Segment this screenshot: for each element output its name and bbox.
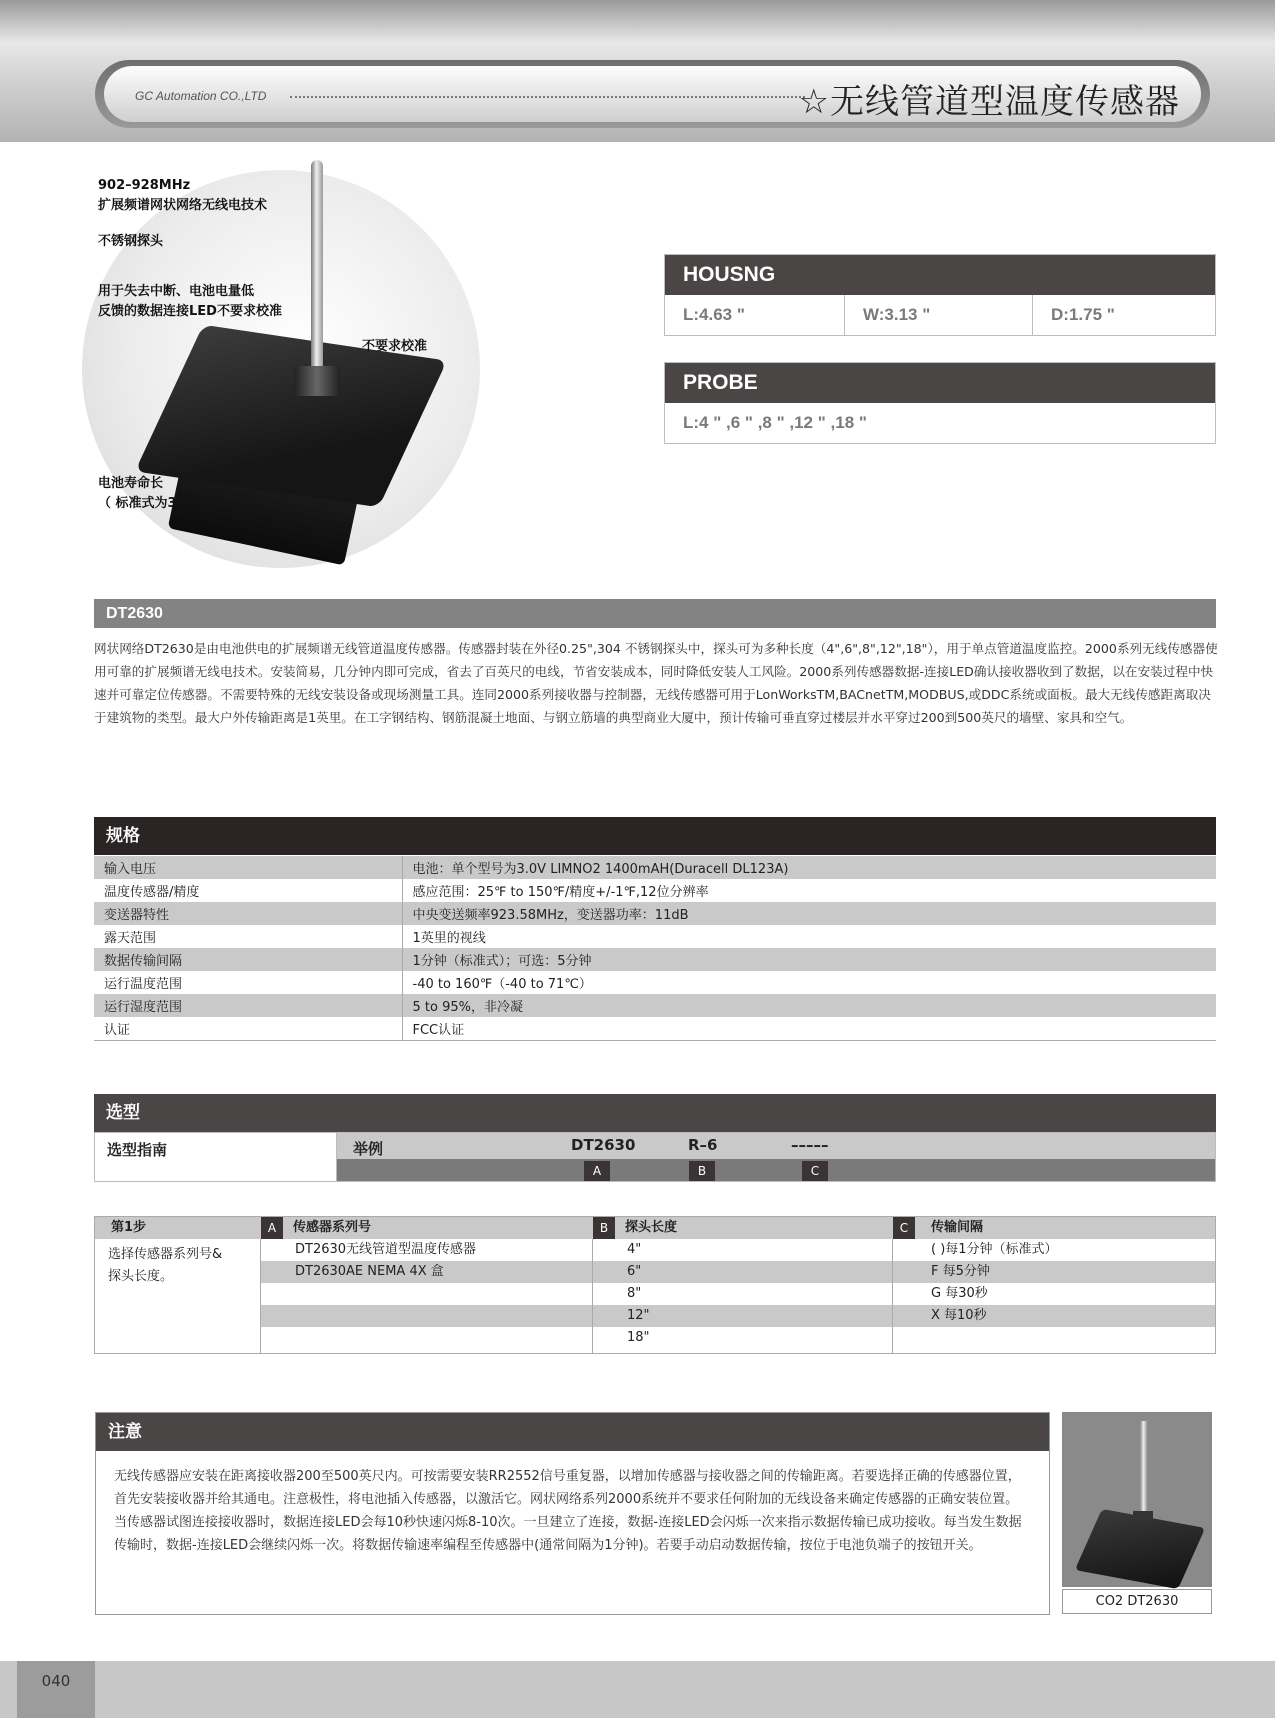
table-row [94,1017,1216,1040]
selection-tag-a: A [584,1161,610,1181]
list-item: 6" [627,1264,642,1279]
list-item: 4" [627,1242,642,1257]
probe-lengths: L:4 " ,6 " ,8 " ,12 " ,18 " [683,413,867,432]
table-row [94,879,1216,902]
table-row [94,948,1216,971]
note-paragraph-1: 无线传感器应安装在距离接收器200至500英尺内。可按需要安装RR2552信号重复器，以增加传感器与接收器之间的传输距离。若要选择正确的传感器位置，首先安装接收器并给其通电。注意极性，将电池插入传感器，以激活它。网状网络系列2000系统并不要求任何附加的无线设备来确定传感器的正确安装位置。 [114,1469,1021,1507]
spec-value: 1分钟（标准式）；可选：5分钟 [402,948,1216,971]
spec-key: 温度传感器/精度 [94,879,402,902]
company-name: GC Automation CO.,LTD [135,89,267,103]
step1-label: 第1步 [95,1217,261,1239]
col-b-tag: B [593,1217,615,1239]
selection-section-header: 选型 [94,1094,1216,1132]
callout-battery-1: 电池寿命长 [98,476,164,491]
housing-dimensions-row [665,295,1215,335]
callout-probe: 不锈钢探头 [98,234,164,249]
spec-key: 运行温度范围 [94,971,402,994]
callout-battery-2: （ 标准式为3年 ） [98,496,208,511]
table-row [94,902,1216,925]
sensor-probe-rod [311,160,323,380]
page-title: ☆无线管道型温度传感器 [798,82,1180,122]
list-item: 18" [627,1330,650,1345]
footer-bar [0,1661,1275,1718]
sensor-probe-fitting [294,366,340,396]
specs-section-header: 规格 [94,817,1216,855]
spec-key: 露天范围 [94,925,402,948]
callout-frequency: 902–928MHz [98,178,191,193]
col-b-title: 探头长度 [593,1217,893,1239]
specs-table [94,856,1216,1041]
model-section-header: DT2630 [94,599,1216,628]
spec-value: 电池：单个型号为3.0V LIMNO2 1400mAH(Duracell DL123A) [402,856,1216,879]
note-body [96,1451,1049,1557]
housing-table [664,254,1216,336]
table-row [94,856,1216,879]
spec-value: 感应范围：25℉ to 150℉/精度+/-1℉,12位分辨率 [412,885,709,900]
page-number: 040 [17,1661,95,1718]
list-item: F 每5分钟 [931,1264,990,1279]
spec-key: 认证 [94,1017,402,1040]
example-model: DT2630 [571,1136,636,1154]
callout-led-2: 反馈的数据连接LED不要求校准 [98,304,282,319]
selection-guide [94,1132,1216,1182]
housing-length: L:4.63 " [665,295,845,335]
housing-depth: D:1.75 " [1051,305,1115,324]
table-row [94,971,1216,994]
probe-lengths-row [665,403,1215,443]
spec-key: 数据传输间隔 [94,948,402,971]
probe-label: PROBE [665,363,1215,403]
step1-desc-2: 探头长度。 [108,1269,174,1284]
probe-table [664,362,1216,444]
product-thumbnail [1062,1412,1212,1587]
model-description: 网状网络DT2630是由电池供电的扩展频谱无线管道温度传感器。传感器封装在外径0.25",304 不锈钢探头中，探头可为多种长度（4",6",8",12",18"），用于单点管道温度监控。2000系列无线传感器使用可靠的扩展频谱无线电技术。安装简易，几分钟内即可完成，省去了百英尺的电线，节省安装成本，同时降低安装人工风险。2000系列传感器数据-连接LED确认接收器收到了数据，以在安装过程中快速并可靠定位传感器。不需要特殊的无线安装设备或现场测量工具。连同2000系列接收器与控制器，无线传感器可用于LonWorksTM,BACnetTM,MODBUS,或DDC系统或面板。最大无线传感距离取决于建筑物的类型。最大户外传输距离是1英里。在工字钢结构、钢筋混凝土地面、与钢立筋墙的典型商业大厦中，预计传输可垂直穿过楼层并水平穿过200到500英尺的墙壁、家具和空气。 [94,641,1218,725]
col-c-title: 传输间隔 [893,1217,1215,1239]
housing-width: W:3.13 " [845,295,1033,335]
list-item: ( )每1分钟（标准式） [931,1242,1058,1257]
table-row [94,925,1216,948]
selection-tag-c: C [802,1161,828,1181]
example-probe: R–6 [688,1136,718,1154]
spec-value: 中央变送频率923.58MHz，变送器功率：11dB [402,902,1216,925]
spec-value: FCC认证 [412,1022,465,1038]
col-a-title: 传感器系列号 [261,1217,593,1239]
col-c-tag: C [893,1217,915,1239]
spec-key: 运行湿度范围 [94,994,402,1017]
note-paragraph-2: 当传感器试图连接接收器时，数据连接LED会每10秒快速闪烁8-10次。一旦建立了连接，数据-连接LED会闪烁一次来指示数据传输已成功接收。每当发生数据传输时，数据-连接LED会继续闪烁一次。将数据传输速率编程至传感器中(通常间隔为1分钟)。若要手动启动数据传输，按位于电池负端子的按钮开关。 [114,1515,1022,1553]
spec-value: 1英里的视线 [412,931,486,946]
thumbnail-probe [1140,1421,1147,1516]
callout-technology: 扩展频谱网状网络无线电技术 [98,198,268,213]
selection-example-strip [337,1133,1215,1159]
list-item: DT2630无线管道型温度传感器 [295,1242,477,1257]
callout-led-1: 用于失去中断、电池电量低 [98,284,255,299]
note-title: 注意 [96,1413,1049,1451]
thumbnail-caption: CO2 DT2630 [1062,1589,1212,1614]
list-item: X 每10秒 [931,1308,987,1323]
spec-value: 5 to 95%，非冷凝 [402,994,1216,1017]
list-item: 8" [627,1286,642,1301]
example-interval: ––––– [791,1136,829,1154]
step1-table [94,1216,1216,1354]
callout-no-calibration: 不要求校准 [362,339,428,354]
selection-guide-label: 选型指南 [95,1133,337,1181]
thumbnail-housing [1075,1509,1205,1589]
list-item: G 每30秒 [931,1286,988,1301]
col-a-tag: A [261,1217,283,1239]
selection-tag-strip [337,1159,1215,1181]
table-row [94,994,1216,1017]
list-item: DT2630AE NEMA 4X 盒 [295,1264,444,1279]
note-box [95,1412,1050,1615]
header-dotted-line [290,96,805,98]
example-label: 举例 [353,1140,384,1158]
housing-label: HOUSNG [665,255,1215,295]
spec-value: -40 to 160℉（-40 to 71℃） [412,977,592,992]
step1-desc-1: 选择传感器系列号& [108,1247,223,1262]
spec-key: 输入电压 [94,856,402,879]
selection-tag-b: B [689,1161,715,1181]
list-item: 12" [627,1308,650,1323]
spec-key: 变送器特性 [94,902,402,925]
